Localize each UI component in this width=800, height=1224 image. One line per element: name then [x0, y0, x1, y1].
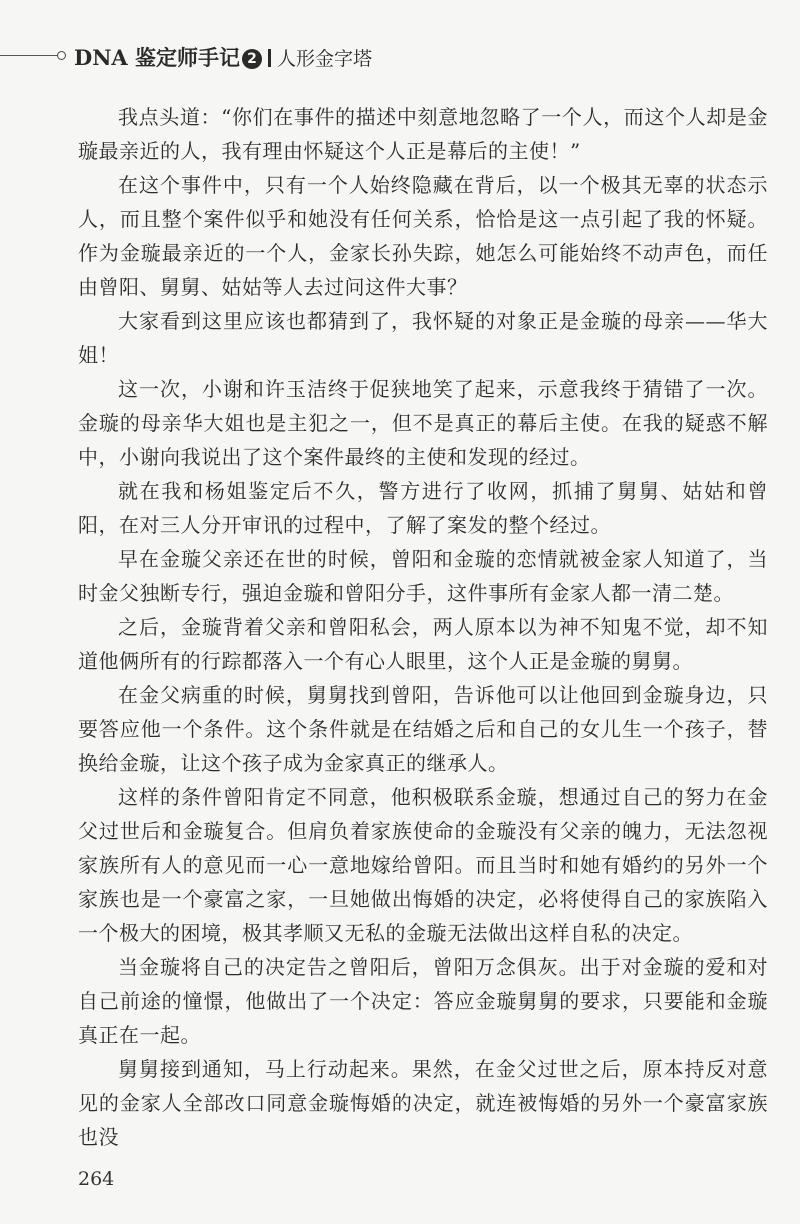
header-rule — [0, 55, 58, 56]
paragraph: 大家看到这里应该也都猜到了，我怀疑的对象正是金璇的母亲——华大姐！ — [78, 309, 768, 367]
page-number: 264 — [78, 1168, 115, 1190]
book-title: DNA 鉴定师手记 — [74, 45, 241, 70]
paragraph: 这一次，小谢和许玉洁终于促狭地笑了起来，示意我终于猜错了一次。金璇的母亲华大姐也是主犯之一，但不是真正的幕后主使。在我的疑惑不解中，小谢向我说出了这个案件最终的主使和发现的经过。 — [78, 377, 768, 469]
header-separator-bar — [268, 49, 271, 67]
paragraph: 就在我和杨姐鉴定后不久，警方进行了收网，抓捕了舅舅、姑姑和曾阳，在对三人分开审讯的过程中，了解了案发的整个经过。 — [78, 479, 768, 537]
paragraph: 当金璇将自己的决定告之曾阳后，曾阳万念俱灰。出于对金璇的爱和对自己前途的憧憬，他做出了一个决定：答应金璇舅舅的要求，只要能和金璇真正在一起。 — [78, 955, 768, 1047]
header-title-group — [74, 42, 372, 72]
body-text — [78, 100, 768, 1154]
paragraph: 在这个事件中，只有一个人始终隐藏在背后，以一个极其无辜的状态示人，而且整个案件似乎和她没有任何关系，恰恰是这一点引起了我的怀疑。作为金璇最亲近的一个人，金家长孙失踪，她怎么可能始终不动声色，而任由曾阳、舅舅、姑姑等人去过问这件大事？ — [78, 173, 768, 299]
paragraph: 在金父病重的时候，舅舅找到曾阳，告诉他可以让他回到金璇身边，只要答应他一个条件。这个条件就是在结婚之后和自己的女儿生一个孩子，替换给金璇，让这个孩子成为金家真正的继承人。 — [78, 683, 768, 775]
chapter-subtitle: 人形金字塔 — [277, 48, 373, 70]
volume-badge: 2 — [242, 49, 262, 69]
paragraph: 这样的条件曾阳肯定不同意，他积极联系金璇，想通过自己的努力在金父过世后和金璇复合。但肩负着家族使命的金璇没有父亲的魄力，无法忽视家族所有人的意见而一心一意地嫁给曾阳。而且当时和她有婚约的另外一个家族也是一个豪富之家，一旦她做出悔婚的决定，必将使得自己的家族陷入一个极大的困境，极其孝顺又无私的金璇无法做出这样自私的决定。 — [78, 785, 768, 945]
paragraph: 早在金璇父亲还在世的时候，曾阳和金璇的恋情就被金家人知道了，当时金父独断专行，强迫金璇和曾阳分手，这件事所有金家人都一清二楚。 — [78, 547, 768, 605]
paragraph: 舅舅接到通知，马上行动起来。果然，在金父过世之后，原本持反对意见的金家人全部改口同意金璇悔婚的决定，就连被悔婚的另外一个豪富家族也没 — [78, 1057, 768, 1149]
paragraph: 之后，金璇背着父亲和曾阳私会，两人原本以为神不知鬼不觉，却不知道他俩所有的行踪都落入一个有心人眼里，这个人正是金璇的舅舅。 — [78, 615, 768, 673]
paragraph: 我点头道：“你们在事件的描述中刻意地忽略了一个人，而这个人却是金璇最亲近的人，我有理由怀疑这个人正是幕后的主使！” — [78, 105, 768, 163]
header-circle-ornament — [57, 51, 66, 60]
running-header — [0, 40, 800, 70]
